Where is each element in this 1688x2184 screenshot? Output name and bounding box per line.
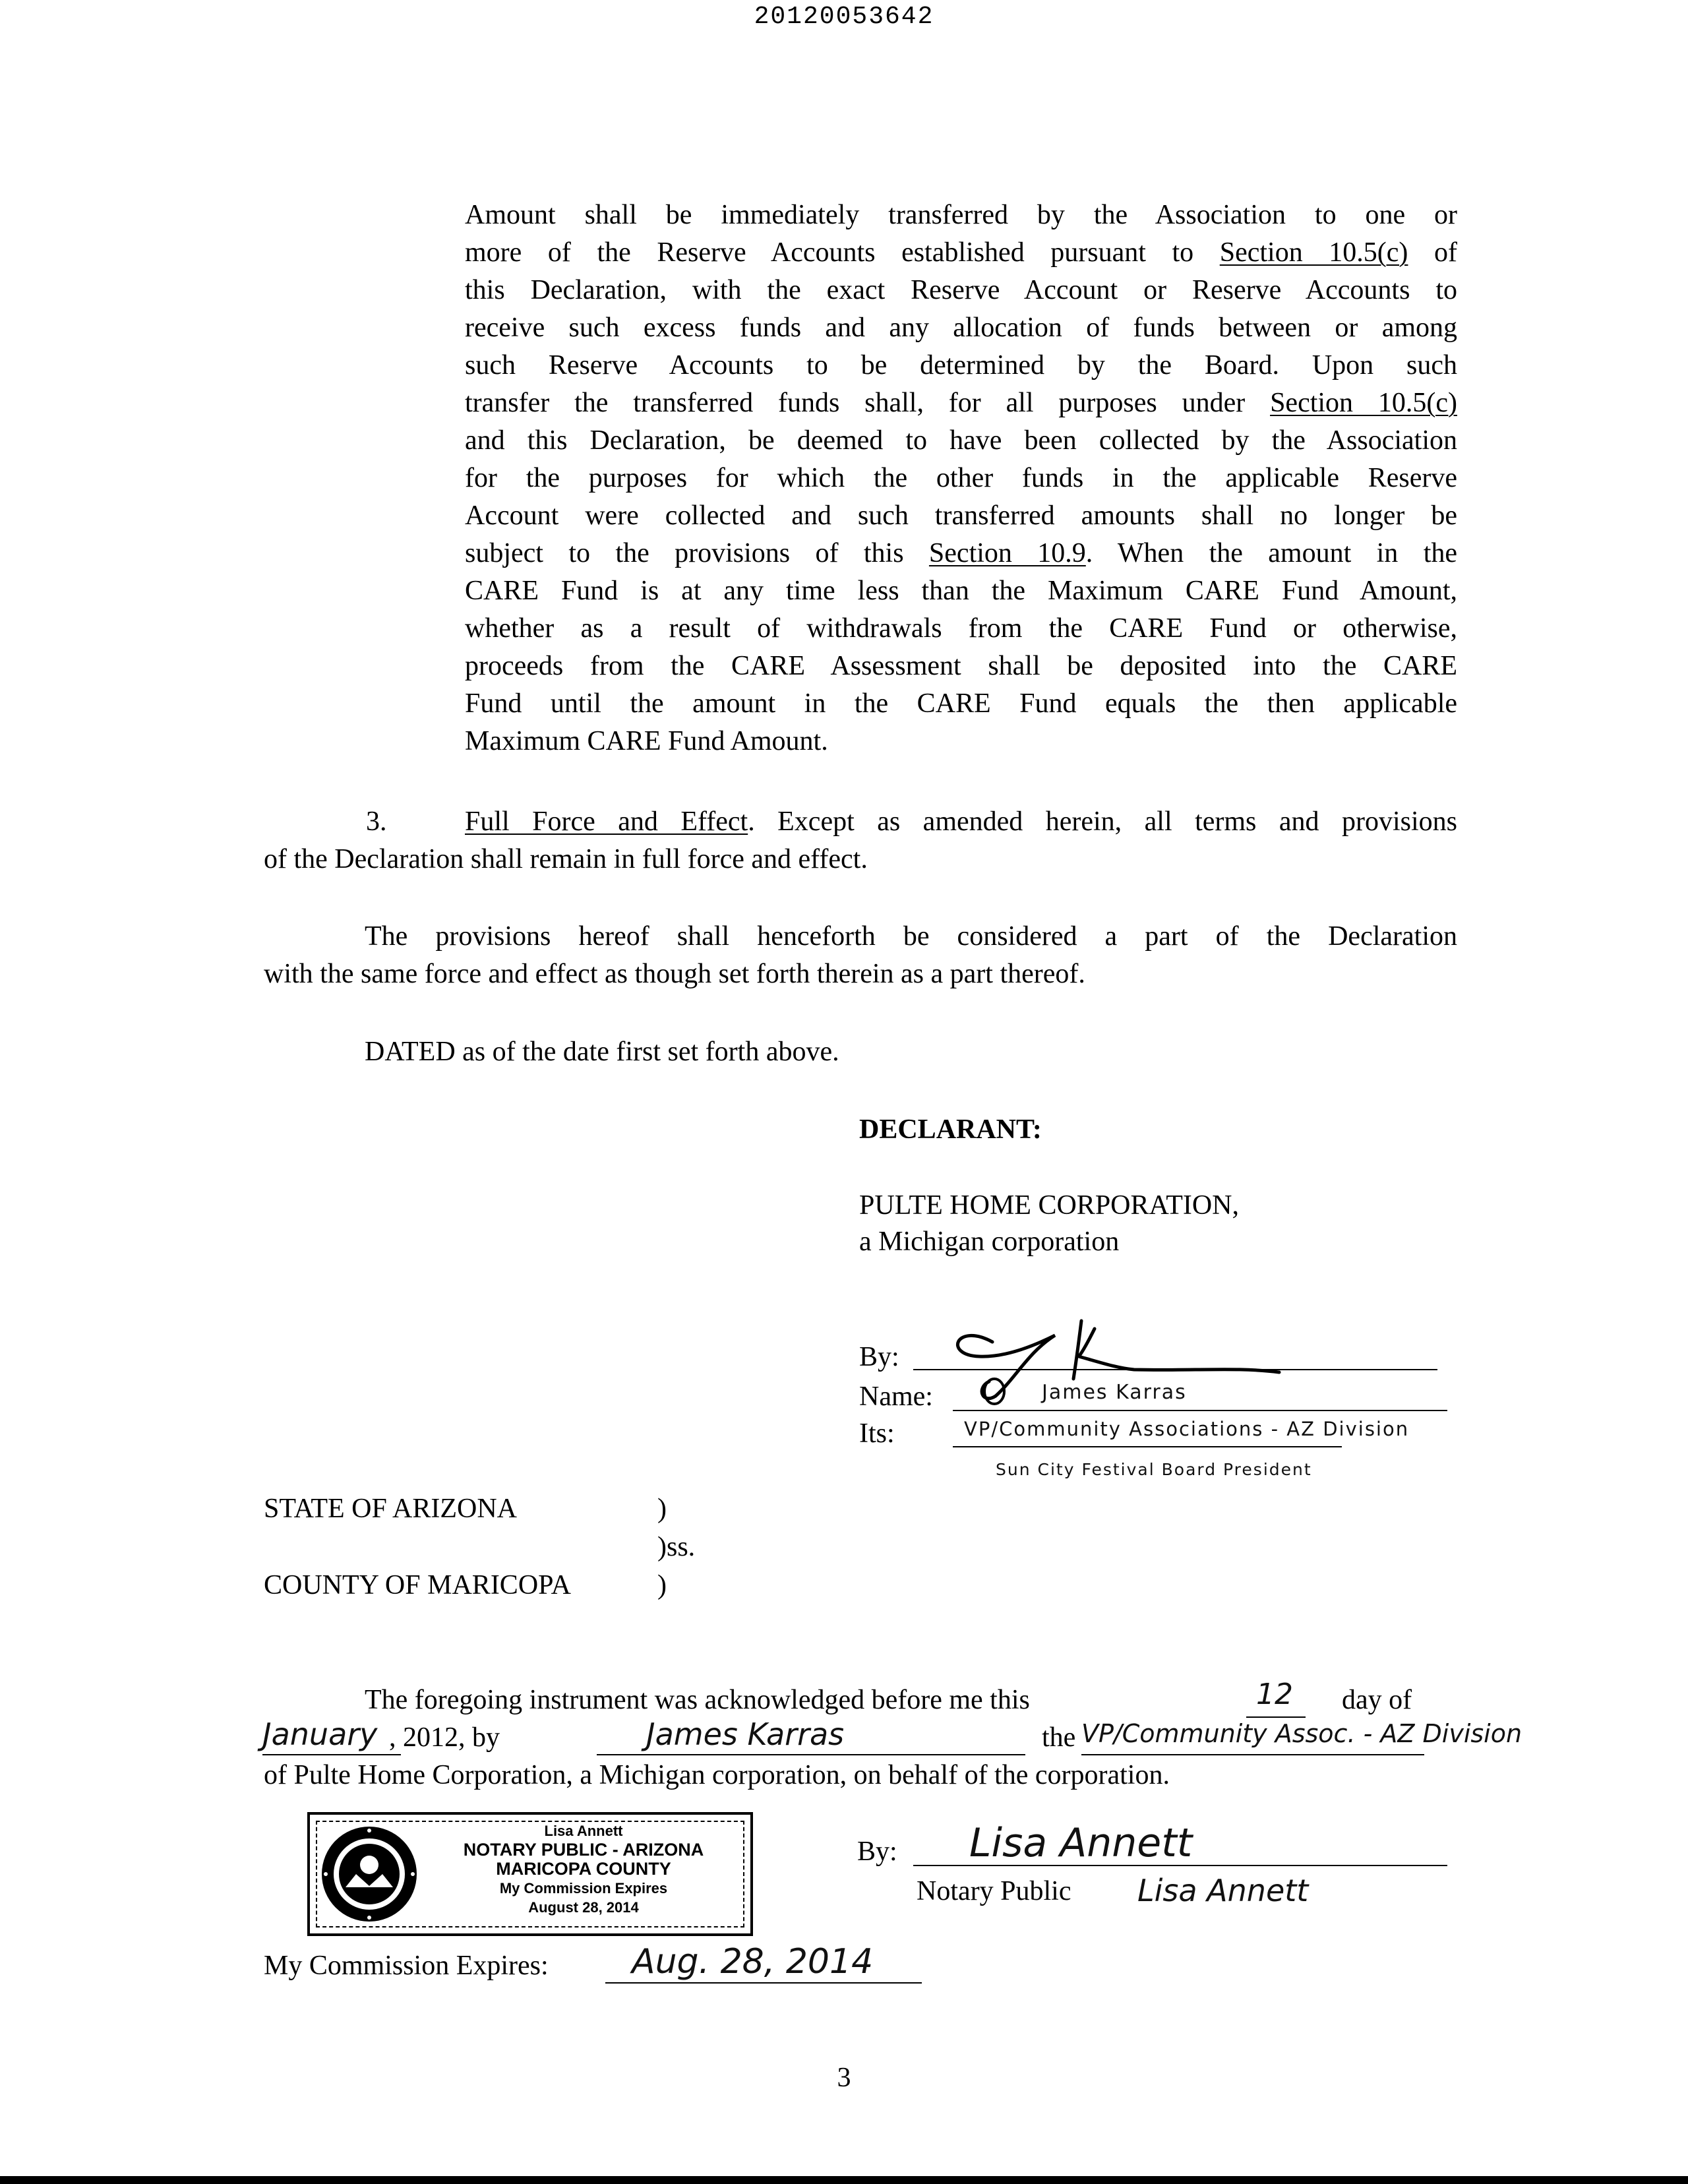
by-label: By:	[859, 1342, 899, 1372]
notary-printed-name: Lisa Annett	[1137, 1873, 1309, 1908]
venue-paren-2: )	[657, 1570, 667, 1600]
handwritten-declarant-name: James Karras	[1042, 1381, 1187, 1404]
stamp-commission: My Commission Expires	[499, 1880, 668, 1896]
paragraph-line: proceeds from the CARE Assessment shall be deposited into the CARE	[465, 651, 1457, 681]
handwritten-day: 12	[1256, 1678, 1293, 1711]
notary-signature: Lisa Annett	[969, 1820, 1193, 1866]
month-line	[262, 1754, 401, 1755]
commission-date: Aug. 28, 2014	[632, 1942, 874, 1982]
continued-paragraph	[465, 197, 1457, 760]
paragraph-line: subject to the provisions of this Section 10.9. When the amount in the	[465, 538, 1457, 568]
declarant-heading: DECLARANT:	[859, 1114, 1042, 1145]
paragraph-line: CARE Fund is at any time less than the Maximum CARE Fund Amount,	[465, 576, 1457, 606]
declarant-company: PULTE HOME CORPORATION,	[859, 1190, 1240, 1221]
provisions-line-2: with the same force and effect as though set forth therein as a part thereof.	[264, 959, 1085, 989]
section-reference: Section 10.5(c)	[1270, 388, 1457, 418]
acknowledgment-year: , 2012, by	[389, 1722, 500, 1753]
paragraph-line: Fund until the amount in the CARE Fund equals the then applicable	[465, 688, 1457, 719]
stamp-title: NOTARY PUBLIC - ARIZONA	[463, 1840, 704, 1860]
paragraph-line: Amount shall be immediately transferred by the Association to one or	[465, 200, 1457, 230]
day-line	[1246, 1716, 1306, 1718]
handwritten-declarant-title: VP/Community Associations - AZ Division	[964, 1418, 1410, 1440]
handwritten-by-name: James Karras	[646, 1716, 845, 1752]
section-reference: Section 10.5(c)	[1219, 237, 1408, 268]
handwritten-declarant-title-2: Sun City Festival Board President	[996, 1460, 1312, 1479]
commission-line	[605, 1982, 922, 1984]
paragraph-line: Account were collected and such transferred amounts shall no longer be	[465, 501, 1457, 531]
commission-label: My Commission Expires:	[264, 1951, 549, 1981]
page-number: 3	[837, 2063, 851, 2093]
stamp-name: Lisa Annett	[544, 1823, 623, 1839]
paragraph-line: such Reserve Accounts to be determined by the Board. Upon such	[465, 350, 1457, 380]
dated-line: DATED as of the date first set forth above.	[365, 1037, 839, 1067]
paragraph-line: whether as a result of withdrawals from the CARE Fund or otherwise,	[465, 613, 1457, 644]
acknowledgment-line-3: of Pulte Home Corporation, a Michigan corporation, on behalf of the corporation.	[264, 1760, 1170, 1790]
name-loop-mark	[980, 1376, 1013, 1409]
paragraph-line: and this Declaration, be deemed to have been collected by the Association	[465, 425, 1457, 456]
paragraph-line: Maximum CARE Fund Amount.	[465, 726, 828, 756]
document-number: 20120053642	[754, 3, 934, 31]
stamp-county: MARICOPA COUNTY	[496, 1859, 671, 1879]
title-line	[1081, 1754, 1424, 1755]
section-3-heading: Full Force and Effect	[465, 806, 748, 837]
stamp-text	[422, 1821, 745, 1917]
paragraph-line: this Declaration, with the exact Reserve Account or Reserve Accounts to	[465, 275, 1457, 305]
notary-by-label: By:	[857, 1836, 897, 1867]
handwritten-month: January	[262, 1716, 378, 1752]
acknowledgment-day-of: day of	[1342, 1685, 1412, 1715]
venue-paren-1: )	[657, 1494, 667, 1524]
section-3-line-1: Full Force and Effect. Except as amended herein, all terms and provisions	[465, 806, 1457, 837]
paragraph-line: for the purposes for which the other funds in the applicable Reserve	[465, 463, 1457, 493]
its-line	[953, 1446, 1342, 1447]
its-label: Its:	[859, 1418, 895, 1449]
acknowledgment-the: the	[1042, 1722, 1076, 1753]
scan-border	[0, 2176, 1688, 2184]
venue-county: COUNTY OF MARICOPA	[264, 1570, 571, 1600]
name-label: Name:	[859, 1381, 933, 1412]
by-name-line	[597, 1754, 1025, 1755]
section-reference: Section 10.9	[928, 538, 1086, 568]
paragraph-line: receive such excess funds and any allocation of funds between or among	[465, 313, 1457, 343]
venue-ss: )ss.	[657, 1532, 696, 1562]
notary-public-label: Notary Public	[917, 1876, 1071, 1906]
section-3-line-2: of the Declaration shall remain in full force and effect.	[264, 844, 868, 874]
declarant-company-type: a Michigan corporation	[859, 1227, 1120, 1257]
name-line	[953, 1410, 1447, 1411]
paragraph-line: more of the Reserve Accounts established pursuant to Section 10.5(c) of	[465, 237, 1458, 268]
provisions-line-1: The provisions hereof shall henceforth be considered a part of the Declaration	[365, 921, 1457, 952]
stamp-date: August 28, 2014	[528, 1899, 639, 1916]
section-3-number: 3.	[366, 806, 387, 837]
handwritten-title: VP/Community Assoc. - AZ Division	[1081, 1719, 1522, 1748]
notary-stamp	[307, 1812, 753, 1936]
acknowledgment-line-1: The foregoing instrument was acknowledged before me this	[365, 1685, 1030, 1715]
notary-seal-icon	[319, 1824, 419, 1924]
venue-state: STATE OF ARIZONA	[264, 1494, 517, 1524]
paragraph-line: transfer the transferred funds shall, for all purposes under Section 10.5(c)	[465, 388, 1457, 418]
